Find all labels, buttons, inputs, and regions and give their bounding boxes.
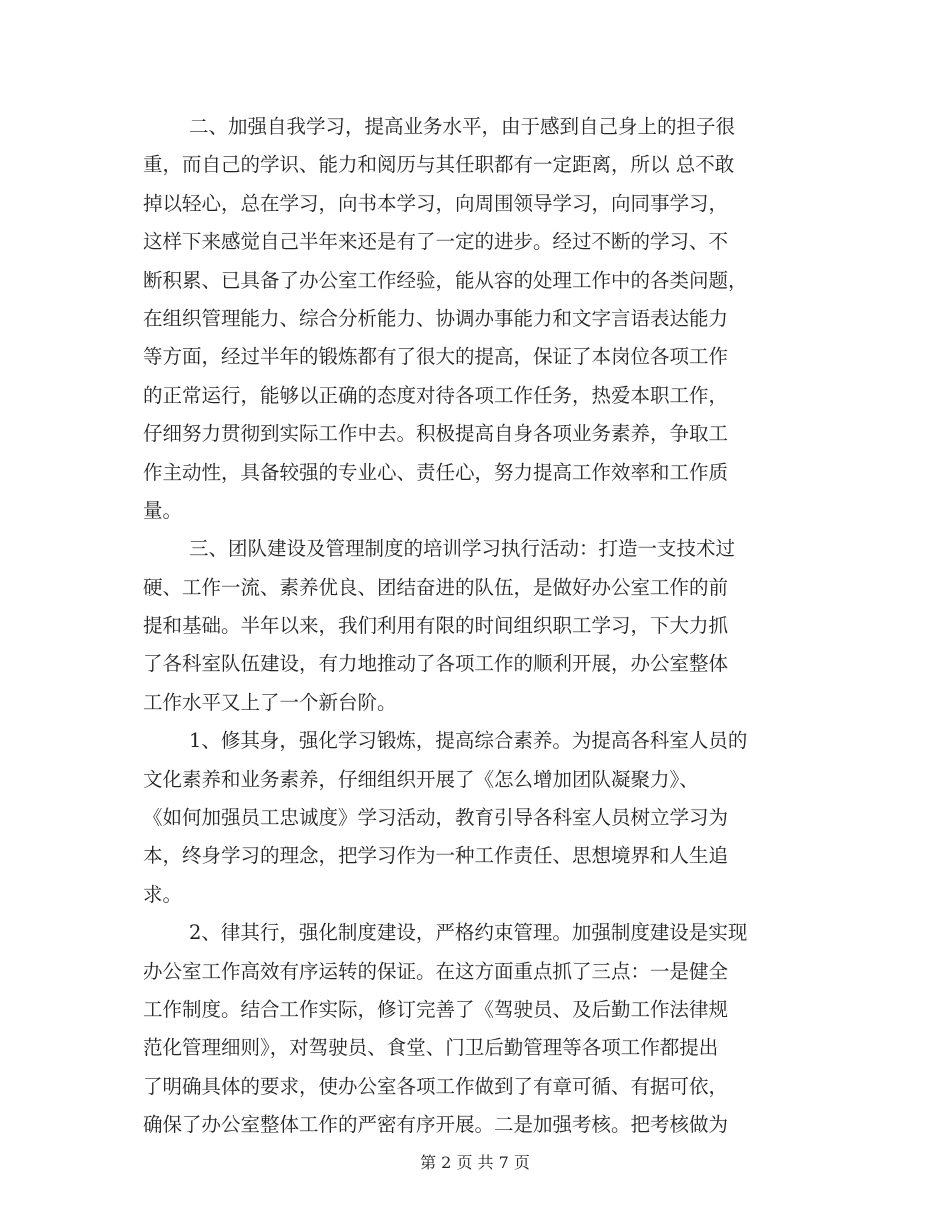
text-line: 办公室工作高效有序运转的保证。在这方面重点抓了三点：一是健全 bbox=[143, 959, 729, 983]
paragraph-first-line: 2、律其行，强化制度建设，严格约束管理。加强制度建设是实现 bbox=[189, 921, 748, 945]
text-line: 作主动性，具备较强的专业心、责任心，努力提高工作效率和工作质 bbox=[143, 460, 729, 484]
text-line: 量。 bbox=[143, 498, 183, 522]
text-line: 确保了办公室整体工作的严密有序开展。二是加强考核。把考核做为 bbox=[143, 1113, 729, 1137]
text-line: 求。 bbox=[143, 882, 183, 906]
text-line: 掉以轻心，总在学习，向书本学习，向周围领导学习，向同事学习， bbox=[143, 191, 729, 215]
text-line: 这样下来感觉自己半年来还是有了一定的进步。经过不断的学习、不 bbox=[143, 230, 729, 254]
text-line: 断积累、已具备了办公室工作经验，能从容的处理工作中的各类问题， bbox=[143, 268, 748, 292]
paragraph-first-line: 1、修其身，强化学习锻炼，提高综合素养。为提高各科室人员的 bbox=[189, 729, 748, 753]
paragraph-first-line: 二、加强自我学习，提高业务水平，由于感到自己身上的担子很 bbox=[189, 115, 736, 138]
document-body bbox=[143, 108, 803, 1145]
text-line: 硬、工作一流、素养优良、团结奋进的队伍，是做好办公室工作的前 bbox=[143, 575, 729, 599]
text-line: 工作水平又上了一个新台阶。 bbox=[143, 690, 397, 714]
text-line: 重，而自己的学识、能力和阅历与其任职都有一定距离，所以 总不敢 bbox=[143, 153, 735, 177]
text-line: 提和基础。半年以来，我们利用有限的时间组织职工学习，下大力抓 bbox=[143, 614, 729, 638]
text-line: 了明确具体的要求，使办公室各项工作做到了有章可循、有据可依， bbox=[143, 1074, 729, 1098]
text-line: 本，终身学习的理念，把学习作为一种工作责任、思想境界和人生追 bbox=[143, 844, 729, 868]
text-line: 仔细努力贯彻到实际工作中去。积极提高自身各项业务素养，争取工 bbox=[143, 422, 729, 446]
text-line: 范化管理细则》，对驾驶员、食堂、门卫后勤管理等各项工作都提出 bbox=[143, 1036, 719, 1060]
text-line: 等方面，经过半年的锻炼都有了很大的提高，保证了本岗位各项工作 bbox=[143, 345, 729, 369]
text-line: 工作制度。结合工作实际，修订完善了《驾驶员、及后勤工作法律规 bbox=[143, 997, 729, 1021]
text-line: 在组织管理能力、综合分析能力、协调办事能力和文字言语表达能力 bbox=[143, 306, 729, 330]
page-footer: 第 2 页 共 7 页 bbox=[420, 1153, 530, 1172]
paragraph-first-line: 三、团队建设及管理制度的培训学习执行活动：打造一支技术过 bbox=[189, 537, 736, 561]
text-line: 的正常运行，能够以正确的态度对待各项工作任务，热爱本职工作， bbox=[143, 383, 729, 407]
text-line: 《如何加强员工忠诚度》学习活动，教育引导各科室人员树立学习为 bbox=[143, 806, 729, 830]
text-line: 了各科室队伍建设，有力地推动了各项工作的顺利开展，办公室整体 bbox=[143, 652, 729, 676]
text-line: 文化素养和业务素养，仔细组织开展了《怎么增加团队凝聚力》、 bbox=[143, 767, 699, 791]
